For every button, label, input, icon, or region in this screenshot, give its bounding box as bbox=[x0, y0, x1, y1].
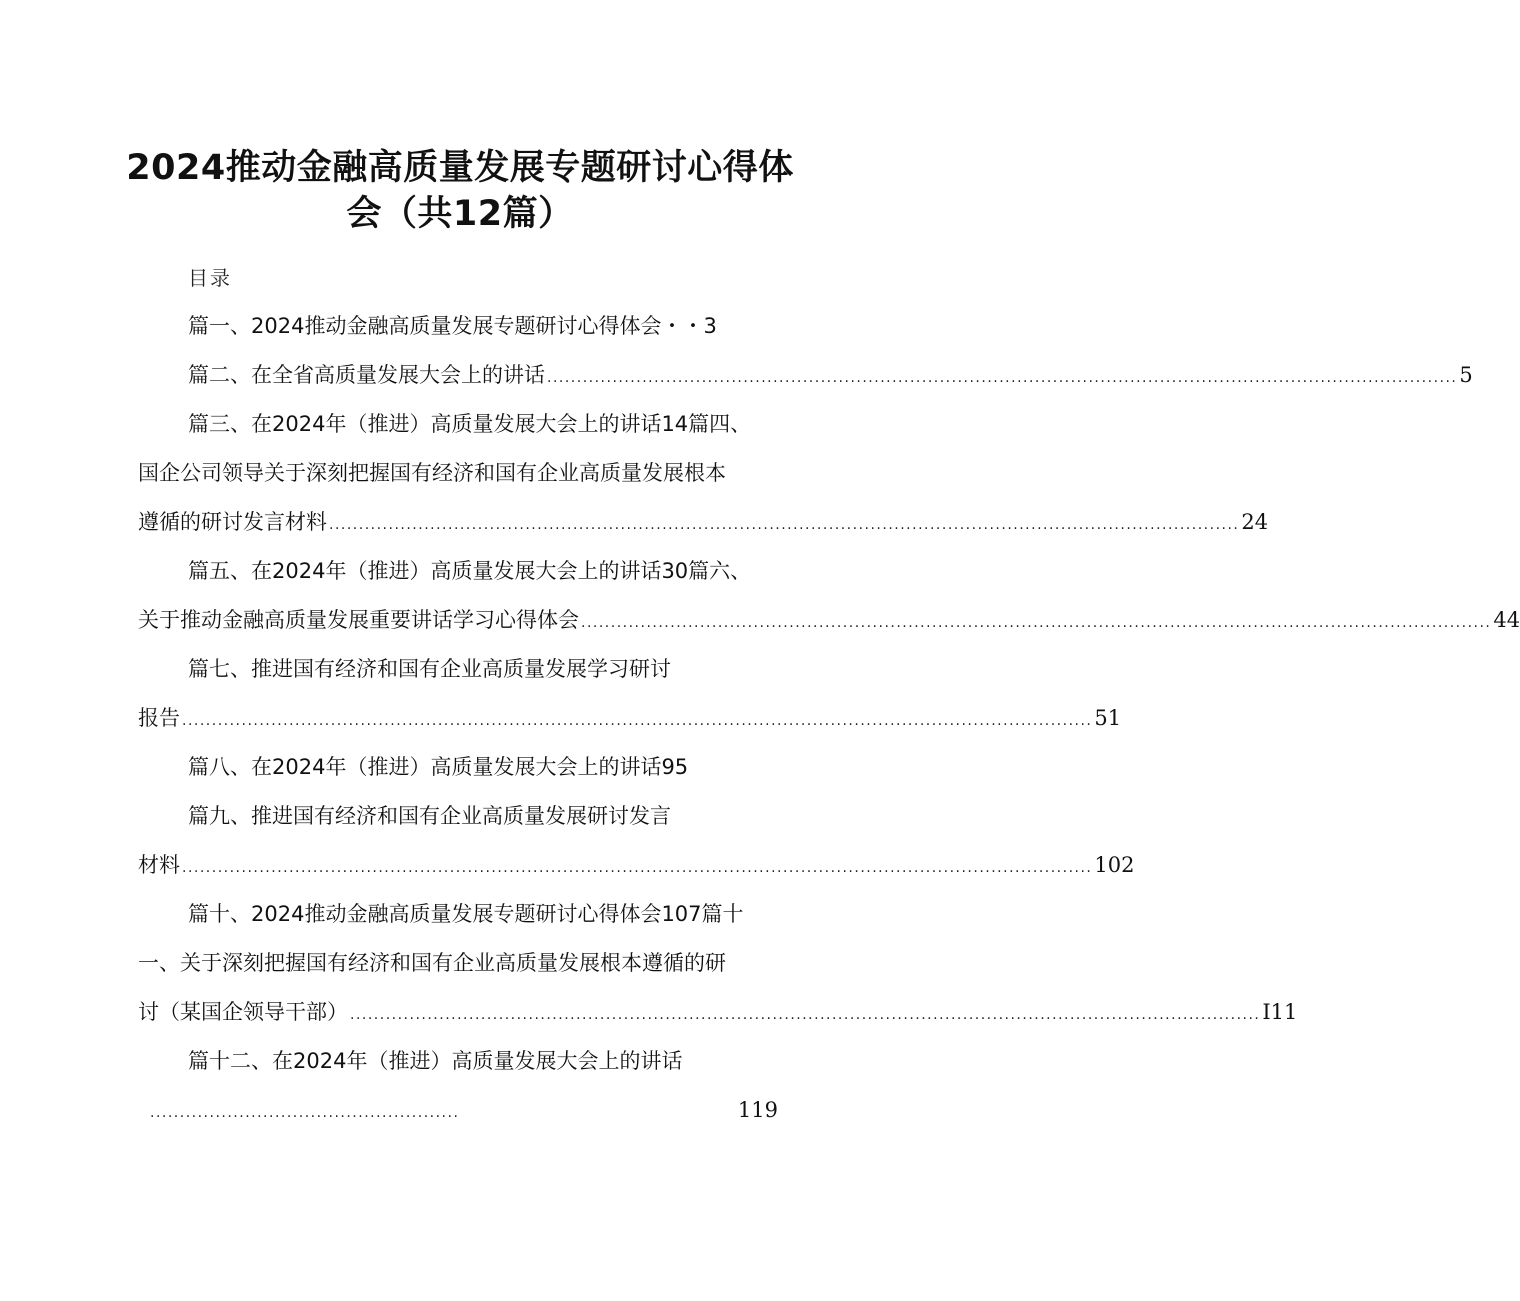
toc-entry-6-page: 44 bbox=[1493, 608, 1520, 632]
toc-leader-dots: ......................................................................................................................................................... bbox=[182, 860, 1093, 876]
toc-entry-11-text: 一、关于深刻把握国有经济和国有企业高质量发展根本遵循的研 bbox=[138, 951, 726, 975]
toc-entry-9[interactable] bbox=[188, 802, 671, 830]
document-title-line-2: 会（共12篇） bbox=[346, 194, 574, 234]
toc-leader-dots: ......................................................................................................................................................... bbox=[547, 370, 1458, 386]
toc-leader-dots: ......................................................................................................................................................... bbox=[182, 713, 1093, 729]
toc-entry-9-text: 篇九、推进国有经济和国有企业高质量发展研讨发言 bbox=[188, 804, 671, 828]
toc-entry-4-page: 24 bbox=[1241, 510, 1269, 534]
toc-entry-7-page: 51 bbox=[1094, 706, 1122, 730]
toc-entry-12[interactable] bbox=[188, 1047, 682, 1075]
toc-entry-12-end[interactable] bbox=[148, 1096, 778, 1127]
toc-entry-6[interactable] bbox=[138, 606, 1520, 637]
toc-entry-11-page: I11 bbox=[1262, 1000, 1298, 1024]
toc-entry-7-end[interactable] bbox=[138, 704, 1122, 735]
toc-label: 目录 bbox=[188, 266, 232, 290]
toc-entry-8[interactable] bbox=[188, 753, 688, 781]
toc-entry-4-end[interactable] bbox=[138, 508, 1269, 539]
toc-leader-dots-spaced: .................................................... bbox=[150, 1105, 460, 1121]
toc-entry-7-text-end: 报告 bbox=[138, 706, 180, 730]
toc-entry-5-text: 篇五、在2024年（推进）高质量发展大会上的讲话30篇六、 bbox=[188, 559, 752, 583]
document-title-line-1: 2024推动金融高质量发展专题研讨心得体 bbox=[126, 148, 794, 188]
toc-entry-2-page: 5 bbox=[1459, 363, 1473, 387]
toc-entry-9-end[interactable] bbox=[138, 851, 1135, 882]
toc-entry-12-page: 119 bbox=[737, 1098, 778, 1122]
toc-entry-8-text: 篇八、在2024年（推进）高质量发展大会上的讲话95 bbox=[188, 755, 689, 779]
toc-entry-4-text-end: 遵循的研讨发言材料 bbox=[138, 510, 327, 534]
toc-entry-11-text-end: 讨（某国企领导干部） bbox=[138, 1000, 348, 1024]
toc-entry-11-end[interactable] bbox=[138, 998, 1298, 1029]
toc-entry-4-cont[interactable] bbox=[138, 459, 726, 487]
toc-entry-1-text: 篇一、2024推动金融高质量发展专题研讨心得体会・・3 bbox=[188, 314, 717, 338]
toc-entry-9-text-end: 材料 bbox=[138, 853, 180, 877]
toc-entry-5[interactable] bbox=[188, 557, 751, 585]
toc-entry-10[interactable] bbox=[188, 900, 744, 928]
toc-entry-6-text: 关于推动金融高质量发展重要讲话学习心得体会 bbox=[138, 608, 579, 632]
toc-entry-12-text: 篇十二、在2024年（推进）高质量发展大会上的讲话 bbox=[188, 1049, 683, 1073]
toc-entry-3[interactable] bbox=[188, 410, 751, 438]
toc-entry-10-text: 篇十、2024推动金融高质量发展专题研讨心得体会107篇十 bbox=[188, 902, 744, 926]
toc-entry-3-text: 篇三、在2024年（推进）高质量发展大会上的讲话14篇四、 bbox=[188, 412, 752, 436]
toc-entry-2[interactable] bbox=[188, 361, 1473, 392]
toc-leader-dots: ......................................................................................................................................................... bbox=[329, 517, 1240, 533]
toc-entry-4-text: 国企公司领导关于深刻把握国有经济和国有企业高质量发展根本 bbox=[138, 461, 726, 485]
toc-entry-1[interactable] bbox=[188, 312, 717, 340]
toc-entry-9-page: 102 bbox=[1094, 853, 1135, 877]
toc-entry-2-text: 篇二、在全省高质量发展大会上的讲话 bbox=[188, 363, 545, 387]
toc-entry-7-text: 篇七、推进国有经济和国有企业高质量发展学习研讨 bbox=[188, 657, 671, 681]
toc-entry-7[interactable] bbox=[188, 655, 671, 683]
toc-entry-11[interactable] bbox=[138, 949, 726, 977]
toc-leader-dots: ......................................................................................................................................................... bbox=[350, 1007, 1261, 1023]
toc-leader-dots: ......................................................................................................................................................... bbox=[581, 615, 1492, 631]
